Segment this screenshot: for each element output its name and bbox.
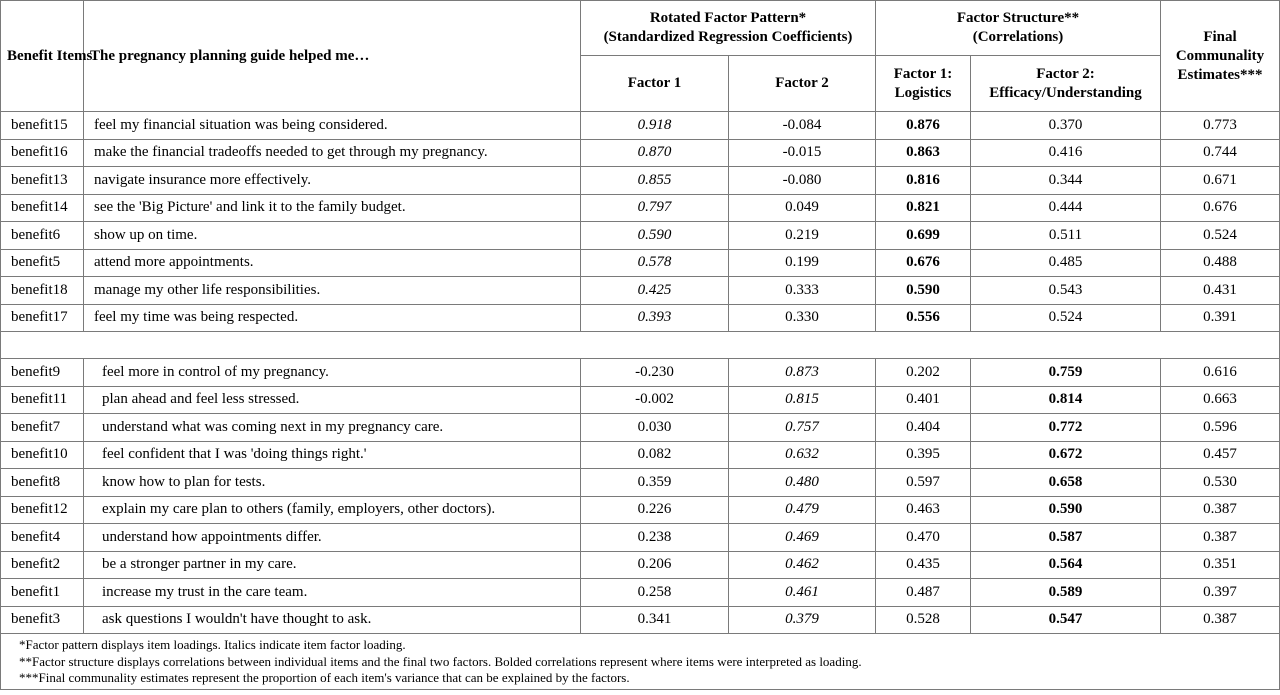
cell-structure-factor2: 0.547: [971, 606, 1161, 634]
cell-item: benefit3: [1, 606, 84, 634]
table-row: [1, 139, 1280, 167]
cell-final-communality: 0.524: [1161, 222, 1280, 250]
table-row: [1, 414, 1280, 442]
header-rotated-factor-pattern: [581, 1, 876, 56]
cell-structure-factor2: 0.485: [971, 249, 1161, 277]
cell-structure-factor1: 0.590: [876, 277, 971, 305]
cell-item: benefit15: [1, 112, 84, 140]
table-row: [1, 194, 1280, 222]
cell-pattern-factor1: 0.425: [581, 277, 729, 305]
table-row: [1, 112, 1280, 140]
cell-structure-factor1: 0.470: [876, 524, 971, 552]
cell-pattern-factor1: 0.359: [581, 469, 729, 497]
cell-final-communality: 0.773: [1161, 112, 1280, 140]
cell-pattern-factor1: -0.002: [581, 386, 729, 414]
cell-pattern-factor1: 0.030: [581, 414, 729, 442]
header-structure-line1: Factor Structure**: [956, 10, 1080, 26]
cell-structure-factor1: 0.401: [876, 386, 971, 414]
cell-pattern-factor1: 0.590: [581, 222, 729, 250]
cell-item: benefit8: [1, 469, 84, 497]
table-row: [1, 469, 1280, 497]
cell-final-communality: 0.351: [1161, 551, 1280, 579]
table-row: [1, 386, 1280, 414]
header-pattern-line2: (Standardized Regression Coefficients): [603, 29, 853, 45]
cell-item: benefit12: [1, 496, 84, 524]
cell-structure-factor2: 0.759: [971, 359, 1161, 387]
cell-pattern-factor2: 0.199: [729, 249, 876, 277]
table-row: [1, 496, 1280, 524]
cell-pattern-factor2: 0.480: [729, 469, 876, 497]
cell-structure-factor2: 0.524: [971, 304, 1161, 332]
cell-structure-factor2: 0.370: [971, 112, 1161, 140]
cell-statement: feel my time was being respected.: [84, 304, 581, 332]
cell-structure-factor1: 0.463: [876, 496, 971, 524]
cell-structure-factor1: 0.816: [876, 167, 971, 195]
header-structure-factor1-line1: Factor 1:: [893, 65, 953, 82]
cell-pattern-factor2: 0.049: [729, 194, 876, 222]
cell-structure-factor2: 0.416: [971, 139, 1161, 167]
cell-statement: show up on time.: [84, 222, 581, 250]
cell-statement: feel more in control of my pregnancy.: [84, 359, 581, 387]
cell-item: benefit9: [1, 359, 84, 387]
footnote-communality: ***Final communality estimates represent the proportion of each item's variance that can be explained by the factors.: [19, 670, 630, 685]
cell-item: benefit7: [1, 414, 84, 442]
table-row: [1, 606, 1280, 634]
cell-item: benefit14: [1, 194, 84, 222]
cell-item: benefit5: [1, 249, 84, 277]
cell-statement: plan ahead and feel less stressed.: [84, 386, 581, 414]
cell-structure-factor2: 0.814: [971, 386, 1161, 414]
cell-item: benefit11: [1, 386, 84, 414]
cell-final-communality: 0.488: [1161, 249, 1280, 277]
cell-statement: explain my care plan to others (family, employers, other doctors).: [84, 496, 581, 524]
cell-pattern-factor1: 0.393: [581, 304, 729, 332]
cell-pattern-factor1: 0.341: [581, 606, 729, 634]
cell-structure-factor1: 0.676: [876, 249, 971, 277]
cell-final-communality: 0.616: [1161, 359, 1280, 387]
header-structure-line2: (Correlations): [972, 29, 1064, 45]
cell-statement: make the financial tradeoffs needed to get through my pregnancy.: [84, 139, 581, 167]
cell-structure-factor1: 0.556: [876, 304, 971, 332]
cell-structure-factor2: 0.511: [971, 222, 1161, 250]
cell-pattern-factor1: 0.797: [581, 194, 729, 222]
group-spacer-row: [1, 332, 1280, 359]
cell-structure-factor1: 0.876: [876, 112, 971, 140]
cell-structure-factor2: 0.772: [971, 414, 1161, 442]
table-row: [1, 579, 1280, 607]
cell-statement: understand how appointments differ.: [84, 524, 581, 552]
cell-item: benefit18: [1, 277, 84, 305]
table-row: [1, 441, 1280, 469]
header-factor-structure: [876, 1, 1161, 56]
cell-structure-factor2: 0.589: [971, 579, 1161, 607]
header-structure-factor1: [876, 56, 971, 112]
cell-structure-factor2: 0.564: [971, 551, 1161, 579]
cell-item: benefit17: [1, 304, 84, 332]
cell-item: benefit10: [1, 441, 84, 469]
cell-structure-factor2: 0.590: [971, 496, 1161, 524]
header-final-communality: Final Communality Estimates***: [1161, 1, 1280, 112]
cell-statement: understand what was coming next in my pregnancy care.: [84, 414, 581, 442]
cell-pattern-factor2: 0.815: [729, 386, 876, 414]
cell-pattern-factor2: 0.479: [729, 496, 876, 524]
cell-pattern-factor2: 0.469: [729, 524, 876, 552]
cell-item: benefit4: [1, 524, 84, 552]
table-row: [1, 524, 1280, 552]
cell-pattern-factor2: 0.379: [729, 606, 876, 634]
cell-final-communality: 0.744: [1161, 139, 1280, 167]
cell-final-communality: 0.387: [1161, 496, 1280, 524]
cell-pattern-factor2: 0.333: [729, 277, 876, 305]
table-row: [1, 277, 1280, 305]
cell-pattern-factor1: 0.855: [581, 167, 729, 195]
cell-final-communality: 0.387: [1161, 524, 1280, 552]
cell-pattern-factor2: 0.757: [729, 414, 876, 442]
cell-structure-factor2: 0.444: [971, 194, 1161, 222]
footnotes: [1, 634, 1280, 690]
header-pattern-line1: Rotated Factor Pattern*: [649, 10, 807, 26]
cell-pattern-factor1: 0.238: [581, 524, 729, 552]
cell-final-communality: 0.671: [1161, 167, 1280, 195]
cell-structure-factor2: 0.344: [971, 167, 1161, 195]
cell-final-communality: 0.596: [1161, 414, 1280, 442]
cell-pattern-factor2: -0.084: [729, 112, 876, 140]
cell-pattern-factor2: 0.330: [729, 304, 876, 332]
header-benefit-items: Benefit Items: [1, 1, 84, 112]
cell-pattern-factor1: 0.578: [581, 249, 729, 277]
cell-final-communality: 0.676: [1161, 194, 1280, 222]
cell-statement: be a stronger partner in my care.: [84, 551, 581, 579]
cell-pattern-factor2: 0.219: [729, 222, 876, 250]
footnote-structure: **Factor structure displays correlations between individual items and the final two factors. Bolded correlations represent where items were interpreted as loading.: [19, 653, 862, 669]
cell-structure-factor1: 0.597: [876, 469, 971, 497]
cell-statement: navigate insurance more effectively.: [84, 167, 581, 195]
table-row: [1, 359, 1280, 387]
cell-pattern-factor1: 0.226: [581, 496, 729, 524]
table-row: [1, 551, 1280, 579]
cell-pattern-factor1: 0.870: [581, 139, 729, 167]
cell-statement: feel my financial situation was being considered.: [84, 112, 581, 140]
cell-pattern-factor2: 0.632: [729, 441, 876, 469]
cell-pattern-factor2: 0.461: [729, 579, 876, 607]
header-structure-factor2-line1: Factor 2:: [1036, 65, 1095, 82]
cell-pattern-factor1: 0.082: [581, 441, 729, 469]
header-pattern-factor1: Factor 1: [581, 56, 729, 112]
cell-structure-factor1: 0.202: [876, 359, 971, 387]
cell-item: benefit6: [1, 222, 84, 250]
footnote-row: [1, 634, 1280, 690]
cell-pattern-factor2: -0.080: [729, 167, 876, 195]
cell-final-communality: 0.663: [1161, 386, 1280, 414]
cell-structure-factor1: 0.435: [876, 551, 971, 579]
table-row: [1, 304, 1280, 332]
header-structure-factor1-line2: Logistics: [894, 84, 952, 101]
cell-structure-factor1: 0.863: [876, 139, 971, 167]
header-row-1: [1, 1, 1280, 56]
cell-final-communality: 0.530: [1161, 469, 1280, 497]
cell-pattern-factor2: -0.015: [729, 139, 876, 167]
group-spacer-cell: [1, 332, 1280, 359]
cell-item: benefit2: [1, 551, 84, 579]
cell-final-communality: 0.457: [1161, 441, 1280, 469]
cell-statement: ask questions I wouldn't have thought to ask.: [84, 606, 581, 634]
cell-statement: manage my other life responsibilities.: [84, 277, 581, 305]
cell-structure-factor1: 0.821: [876, 194, 971, 222]
table-body: [1, 112, 1280, 690]
cell-pattern-factor2: 0.873: [729, 359, 876, 387]
table-row: [1, 167, 1280, 195]
cell-final-communality: 0.391: [1161, 304, 1280, 332]
cell-item: benefit13: [1, 167, 84, 195]
cell-pattern-factor1: 0.258: [581, 579, 729, 607]
header-structure-factor2: [971, 56, 1161, 112]
header-structure-factor2-line2: Efficacy/Understanding: [989, 84, 1142, 101]
cell-pattern-factor2: 0.462: [729, 551, 876, 579]
cell-statement: attend more appointments.: [84, 249, 581, 277]
table-row: [1, 222, 1280, 250]
cell-statement: see the 'Big Picture' and link it to the family budget.: [84, 194, 581, 222]
cell-statement: know how to plan for tests.: [84, 469, 581, 497]
cell-final-communality: 0.431: [1161, 277, 1280, 305]
cell-pattern-factor1: 0.918: [581, 112, 729, 140]
cell-structure-factor1: 0.528: [876, 606, 971, 634]
cell-pattern-factor1: -0.230: [581, 359, 729, 387]
cell-structure-factor1: 0.404: [876, 414, 971, 442]
cell-structure-factor2: 0.672: [971, 441, 1161, 469]
cell-structure-factor2: 0.658: [971, 469, 1161, 497]
cell-pattern-factor1: 0.206: [581, 551, 729, 579]
cell-item: benefit1: [1, 579, 84, 607]
cell-final-communality: 0.397: [1161, 579, 1280, 607]
footnote-pattern: *Factor pattern displays item loadings. Italics indicate item factor loading.: [19, 637, 406, 652]
header-pattern-factor2: Factor 2: [729, 56, 876, 112]
cell-structure-factor1: 0.395: [876, 441, 971, 469]
cell-structure-factor2: 0.543: [971, 277, 1161, 305]
cell-structure-factor1: 0.487: [876, 579, 971, 607]
header-statement: The pregnancy planning guide helped me…: [84, 1, 581, 112]
cell-item: benefit16: [1, 139, 84, 167]
cell-statement: feel confident that I was 'doing things right.': [84, 441, 581, 469]
cell-final-communality: 0.387: [1161, 606, 1280, 634]
cell-statement: increase my trust in the care team.: [84, 579, 581, 607]
cell-structure-factor1: 0.699: [876, 222, 971, 250]
table-row: [1, 249, 1280, 277]
cell-structure-factor2: 0.587: [971, 524, 1161, 552]
